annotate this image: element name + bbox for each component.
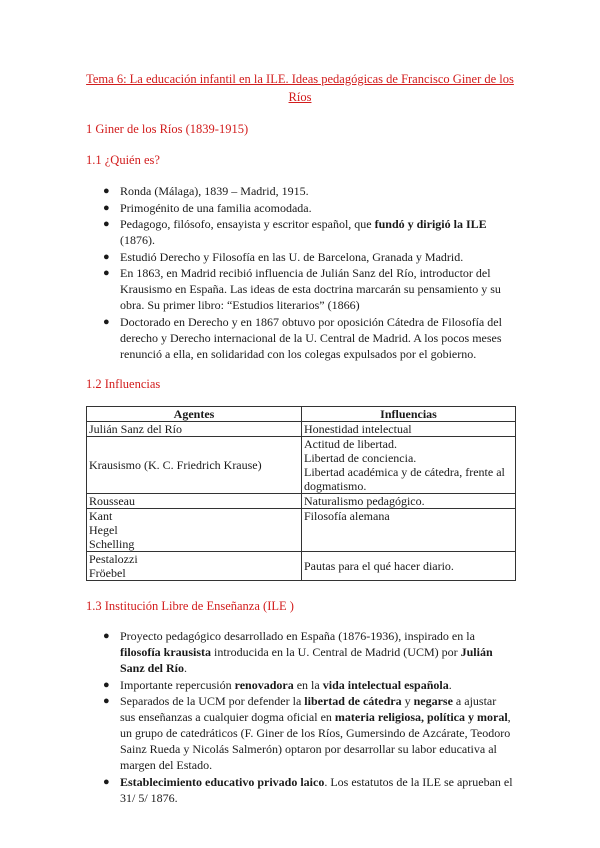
table-row [87, 509, 516, 552]
text-span: . [448, 677, 452, 692]
text-span: Doctorado en Derecho y en 1867 obtuvo por oposición Cátedra de Filosofía del derecho y Derecho internacional de la U. Central de Madrid. A los pocos meses renunció a ella, en solidaridad con los colegas expulsados por el gobierno. [120, 314, 502, 361]
bullet-icon: ● [103, 201, 110, 214]
bold-text: libertad de cátedra [304, 694, 402, 708]
list-item [86, 265, 514, 313]
list-item [86, 774, 514, 806]
list-item [86, 183, 514, 199]
bullet-icon: ● [103, 250, 110, 263]
table-row [87, 422, 516, 437]
bold-text: materia religiosa, política y moral [334, 710, 508, 724]
section-heading-1-2: 1.2 Influencias [86, 377, 161, 391]
section-heading-1-1: 1.1 ¿Quién es? [86, 153, 160, 167]
list-item [86, 249, 514, 265]
agente-name: Schelling [89, 537, 135, 551]
text-span: Primogénito de una familia acomodada. [120, 200, 312, 215]
list-item [86, 677, 514, 693]
agente-name: Julián Sanz del Río [89, 422, 182, 436]
text-span: introducida en la U. Central de Madrid (UCM) por [211, 645, 461, 659]
agente-name: Rousseau [89, 494, 135, 508]
list-item [86, 693, 514, 773]
bold-text: filosofía krausista [120, 645, 212, 659]
influencia-text: Naturalismo pedagógico. [304, 494, 425, 508]
quien-es-list [86, 183, 514, 362]
table-row [87, 437, 516, 494]
agente-name: Krausismo (K. C. Friedrich Krause) [89, 458, 262, 472]
agentes-cell [87, 509, 302, 552]
text-span: Estudió Derecho y Filosofía en las U. de Barcelona, Granada y Madrid. [120, 249, 464, 264]
influencias-table [86, 406, 516, 581]
influencias-cell [302, 552, 516, 581]
text-span: a ajustar sus enseñanzas a cualquier dogma oficial en [120, 694, 497, 724]
list-item [86, 628, 514, 676]
bold-text: Julián Sanz del Río [120, 645, 493, 675]
influencia-text: Pautas para el qué hacer diario. [304, 559, 454, 573]
bold-text: Establecimiento educativo privado laico [120, 774, 325, 789]
table-header-agentes: Agentes [87, 407, 302, 422]
document-title: Tema 6: La educación infantil en la ILE. Ideas pedagógicas de Francisco Giner de los Ríos [86, 72, 514, 104]
bullet-icon: ● [103, 218, 110, 230]
ile-list [86, 628, 514, 806]
bullet-icon: ● [103, 678, 110, 691]
influencia-text: Honestidad intelectual [304, 422, 412, 436]
text-span: Pedagogo, filósofo, ensayista y escritor español, que [120, 217, 375, 231]
influencia-text: Libertad académica y de cátedra, frente al dogmatismo. [304, 465, 505, 493]
text-span: Proyecto pedagógico desarrollado en España (1876-1936), inspirado en la [120, 629, 475, 643]
influencias-cell [302, 437, 516, 494]
influencia-text: Filosofía alemana [304, 509, 390, 523]
agentes-cell [87, 437, 302, 494]
text-span: . Los estatutos de la ILE se aprueban el 31/ 5/ 1876. [120, 774, 513, 805]
bullet-icon: ● [103, 630, 110, 642]
table-row [87, 552, 516, 581]
text-span: . [184, 661, 188, 675]
text-span: (1876). [120, 233, 155, 247]
bold-text: fundó y dirigió la ILE [374, 217, 487, 231]
section-heading-1: 1 Giner de los Ríos (1839-1915) [86, 122, 249, 136]
list-item [86, 216, 514, 248]
table-header-influencias: Influencias [302, 407, 516, 422]
list-item [86, 200, 514, 216]
influencia-text: Actitud de libertad. [304, 437, 397, 451]
bullet-icon: ● [103, 775, 110, 788]
bullet-icon: ● [103, 695, 110, 707]
agentes-cell [87, 422, 302, 437]
bullet-icon: ● [103, 185, 110, 197]
text-span: en la [293, 677, 323, 692]
bold-text: vida intelectual española [322, 677, 449, 692]
agente-name: Kant [89, 509, 113, 523]
text-span: En 1863, en Madrid recibió influencia de Julián Sanz del Río, introductor del Krausismo en España. Las ideas de esta doctrina marcarán su pensamiento y su obra. Su primer libro: “Estudios literarios” (1866) [120, 266, 501, 312]
bold-text: renovadora [234, 677, 294, 692]
text-span: Ronda (Málaga), 1839 – Madrid, 1915. [120, 184, 309, 198]
text-span: y [401, 694, 414, 708]
influencias-cell [302, 509, 516, 552]
agente-name: Pestalozzi [89, 552, 138, 566]
influencias-cell [302, 494, 516, 509]
table-header-row [87, 407, 516, 422]
text-span: Importante repercusión [120, 677, 235, 692]
text-span: Separados de la UCM por defender la [120, 694, 305, 708]
section-heading-1-3: 1.3 Institución Libre de Enseñanza (ILE ) [86, 599, 294, 613]
bold-text: negarse [413, 694, 453, 708]
bullet-icon: ● [103, 267, 110, 279]
list-item [86, 314, 514, 362]
agentes-cell [87, 552, 302, 581]
influencias-cell [302, 422, 516, 437]
agentes-cell [87, 494, 302, 509]
bullet-icon: ● [103, 315, 110, 328]
agente-name: Fröebel [89, 566, 126, 580]
agente-name: Hegel [89, 523, 118, 537]
table-row [87, 494, 516, 509]
influencia-text: Libertad de conciencia. [304, 451, 417, 465]
text-span: , un grupo de catedráticos (F. Giner de los Ríos, Gumersindo de Azcárate, Teodoro Sainz Rueda y Nicolás Salmerón) optaron por desarrollar su labor educativa al margen del Estado. [120, 710, 511, 772]
